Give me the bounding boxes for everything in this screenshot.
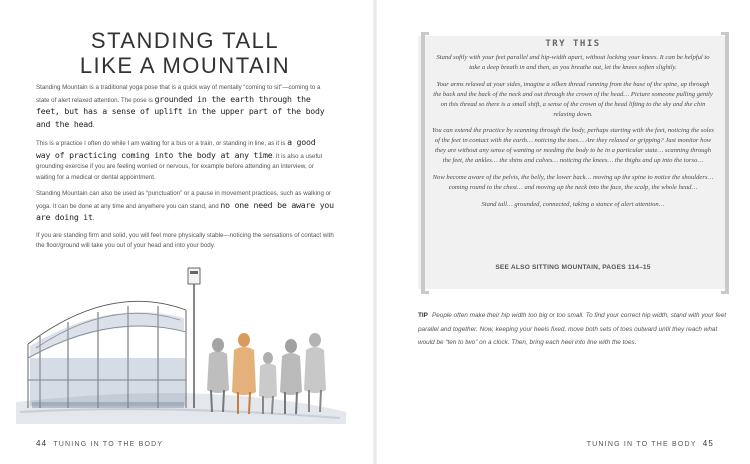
bus-stop-illustration [10, 262, 350, 428]
tip-label: TIP [418, 312, 428, 319]
page-number-right: 45 [702, 439, 714, 448]
emphasis-2: a good way of practicing coming into the body at any time [36, 137, 316, 160]
emphasis-3: no one need be aware you are doing it [36, 199, 334, 222]
running-head-left: TUNING IN TO THE BODY [53, 441, 164, 448]
try-paragraph-2: Your arms relaxed at your sides, imagine a silken thread running from the base of the spine, up through the back and the back of the neck and out through the crown of the head… Picture someone pulling gently on this thread so there is a small shift, a sense of the crown of the head lifting to the sky and the chin relaxing down. [433, 80, 713, 118]
right-folio [587, 439, 714, 448]
bus-stop-sign [188, 268, 200, 408]
title-line-2: LIKE A MOUNTAIN [79, 53, 291, 78]
left-folio [36, 439, 163, 448]
shelter-glass [30, 358, 185, 406]
tip-note [418, 309, 728, 350]
paragraph-2: This is a practice I often do while I am waiting for a bus or a train, or standing in line, as it is a good way of practicing coming into the body at any time. It is also a useful grounding exercise if you are feeling worried or nervous, for example before attending an interview, or waiting for a medical or dental appointment. [36, 137, 322, 181]
page-title [36, 28, 334, 78]
try-this-heading: TRY THIS [545, 39, 601, 49]
tip-text: People often make their hip width too big or too small. To find your correct hip width, stand with your feet parallel and together. Now, keeping your heels fixed, move both sets of toes outward until they reach what would be “ten to two” on a clock. Then, bring each heel into line with the toes. [418, 312, 727, 347]
box-bracket-right [721, 32, 729, 294]
box-bracket-left [421, 32, 429, 294]
emphasis-1: grounded in the earth through the feet, but has a sense of uplift in the upper part of the body and the head [36, 93, 325, 129]
page-number-left: 44 [36, 439, 48, 448]
see-also-link: SEE ALSO SITTING MOUNTAIN, PAGES 114–15 [495, 264, 651, 271]
try-paragraph-5: Stand tall… grounded, connected, taking a stance of alert attention… [481, 200, 665, 208]
waiting-figure-5 [304, 333, 326, 412]
running-head-right: TUNING IN TO THE BODY [586, 441, 697, 448]
paragraph-3: Standing Mountain can also be used as “punctuation” or a pause in movement practices, such as walking or yoga. It can be done at any time and anywhere you can stand, and no one need be aware you are doing it. [36, 190, 334, 222]
left-body-text [36, 83, 334, 258]
try-paragraph-1: Stand softly with your feet parallel and hip-width apart, without locking your knees. It can be helpful to take a deep breath in and then, as you breathe out, let the knees soften slightly. [436, 54, 710, 71]
try-paragraph-4: Now become aware of the pelvis, the belly, the lower back… moving up the spine to notice the shoulders… coming round to the chest… and moving up the neck into the face, the scalp, the whole head… [432, 174, 714, 191]
paragraph-4: If you are standing firm and solid, you will feel more physically stable—noticing the sensations of contact with the floor/ground will take you out of your head and into your body. [36, 231, 334, 249]
title-line-1: STANDING TALL [90, 28, 280, 53]
try-paragraph-3: You can extend the practice by scanning through the body, perhaps starting with the feet, noticing the soles of the feet in contact with the earth… noticing the toes… Are they relaxed or gripping? Just monitor how they are without any sense of wanting or needing the body to be in a particular state… scanning through the feet, the ankles… the shins and calves… noticing the knees… the thighs and up into the torso… [432, 127, 714, 165]
try-this-text [432, 53, 714, 217]
page-gutter [373, 0, 377, 464]
paragraph-1: Standing Mountain is a traditional yoga pose that is a quick way of mentally “coming to sit”—coming to a state of alert relaxed attention. The pose is grounded in the earth through the feet, but has a sense of uplift in the upper part of the body and the head. [36, 84, 325, 129]
